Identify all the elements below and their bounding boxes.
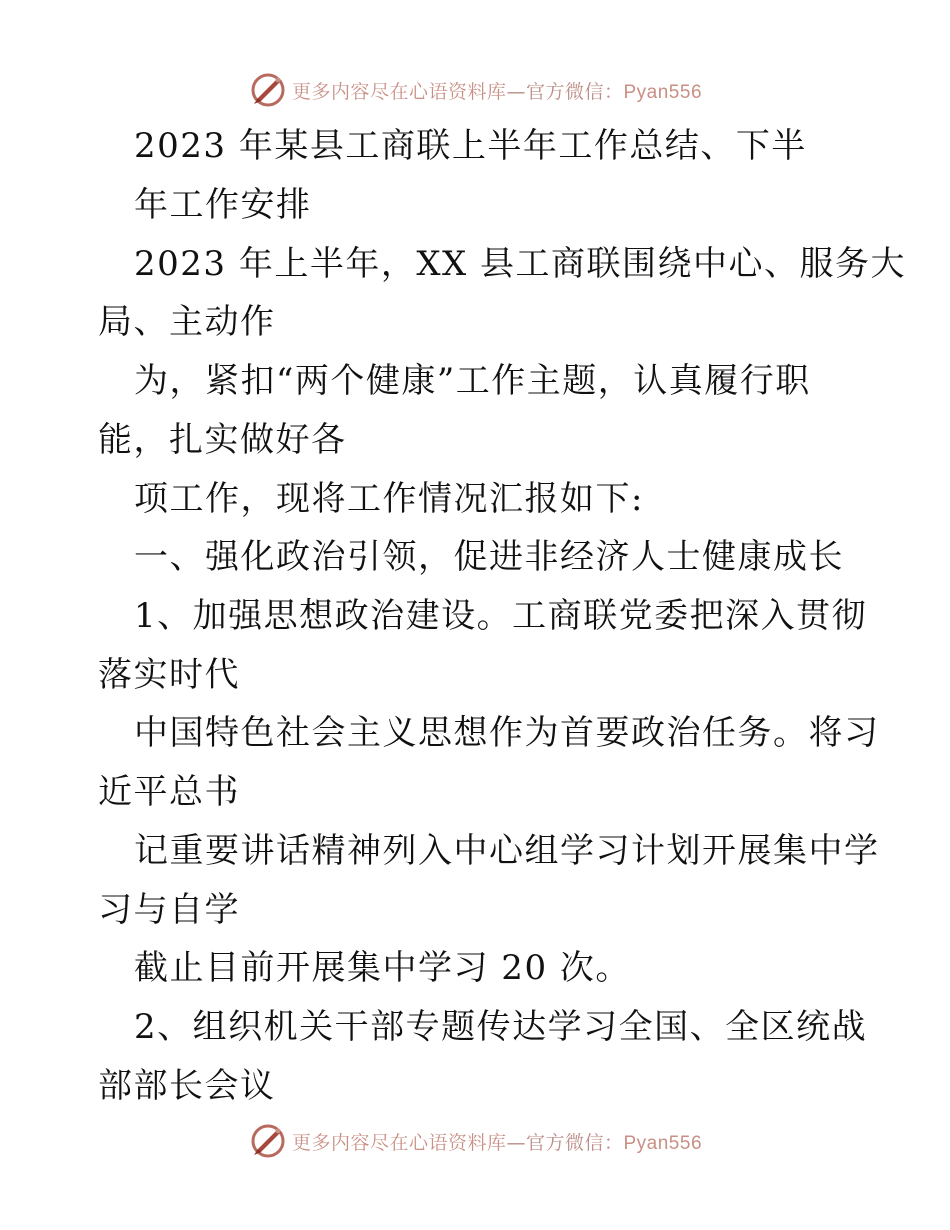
- paragraph-line: 项工作，现将工作情况汇报如下:: [134, 479, 644, 519]
- document-title-line-1: 2023 年某县工商联上半年工作总结、下半: [134, 126, 807, 166]
- paragraph-line: 2、组织机关干部专题传达学习全国、全区统战: [134, 1007, 868, 1047]
- watermark-wechat-label: 官方微信：: [525, 1131, 624, 1154]
- paragraph-line: 局、主动作: [98, 302, 276, 342]
- watermark-text: [292, 1128, 702, 1155]
- quill-pen-circle-icon: [248, 1121, 288, 1161]
- paragraph-line: 中国特色社会主义思想作为首要政治任务。将习: [134, 713, 880, 753]
- section-heading: 一、强化政治引领，促进非经济人士健康成长: [134, 537, 844, 577]
- quill-pen-circle-icon: [248, 70, 288, 110]
- watermark-site-text: 更多内容尽在心语资料库: [291, 1131, 507, 1154]
- paragraph-line: 2023 年上半年，XX 县工商联围绕中心、服务大: [134, 244, 907, 284]
- paragraph-line: 部部长会议: [98, 1066, 276, 1106]
- watermark-wechat-id: Pyan556: [623, 1132, 703, 1154]
- watermark-site-text: 更多内容尽在心语资料库: [291, 80, 507, 103]
- header-watermark: [0, 68, 950, 112]
- watermark-dash: —: [506, 80, 526, 103]
- document-title-line-2: 年工作安排: [134, 185, 312, 225]
- paragraph-line: 记重要讲话精神列入中心组学习计划开展集中学: [134, 831, 880, 871]
- paragraph-line: 近平总书: [98, 772, 240, 812]
- paragraph-line: 能，扎实做好各: [98, 420, 347, 460]
- paragraph-line: 落实时代: [98, 655, 240, 695]
- watermark-dash: —: [506, 1131, 526, 1154]
- footer-watermark: [0, 1119, 950, 1163]
- paragraph-line: 为，紧扣“两个健康”工作主题，认真履行职: [134, 361, 811, 401]
- watermark-wechat-label: 官方微信：: [525, 80, 624, 103]
- paragraph-line: 截止目前开展集中学习 20 次。: [134, 948, 631, 988]
- watermark-text: [292, 77, 702, 104]
- paragraph-line: 习与自学: [98, 890, 240, 930]
- paragraph-line: 1、加强思想政治建设。工商联党委把深入贯彻: [134, 596, 868, 636]
- watermark-wechat-id: Pyan556: [623, 81, 703, 103]
